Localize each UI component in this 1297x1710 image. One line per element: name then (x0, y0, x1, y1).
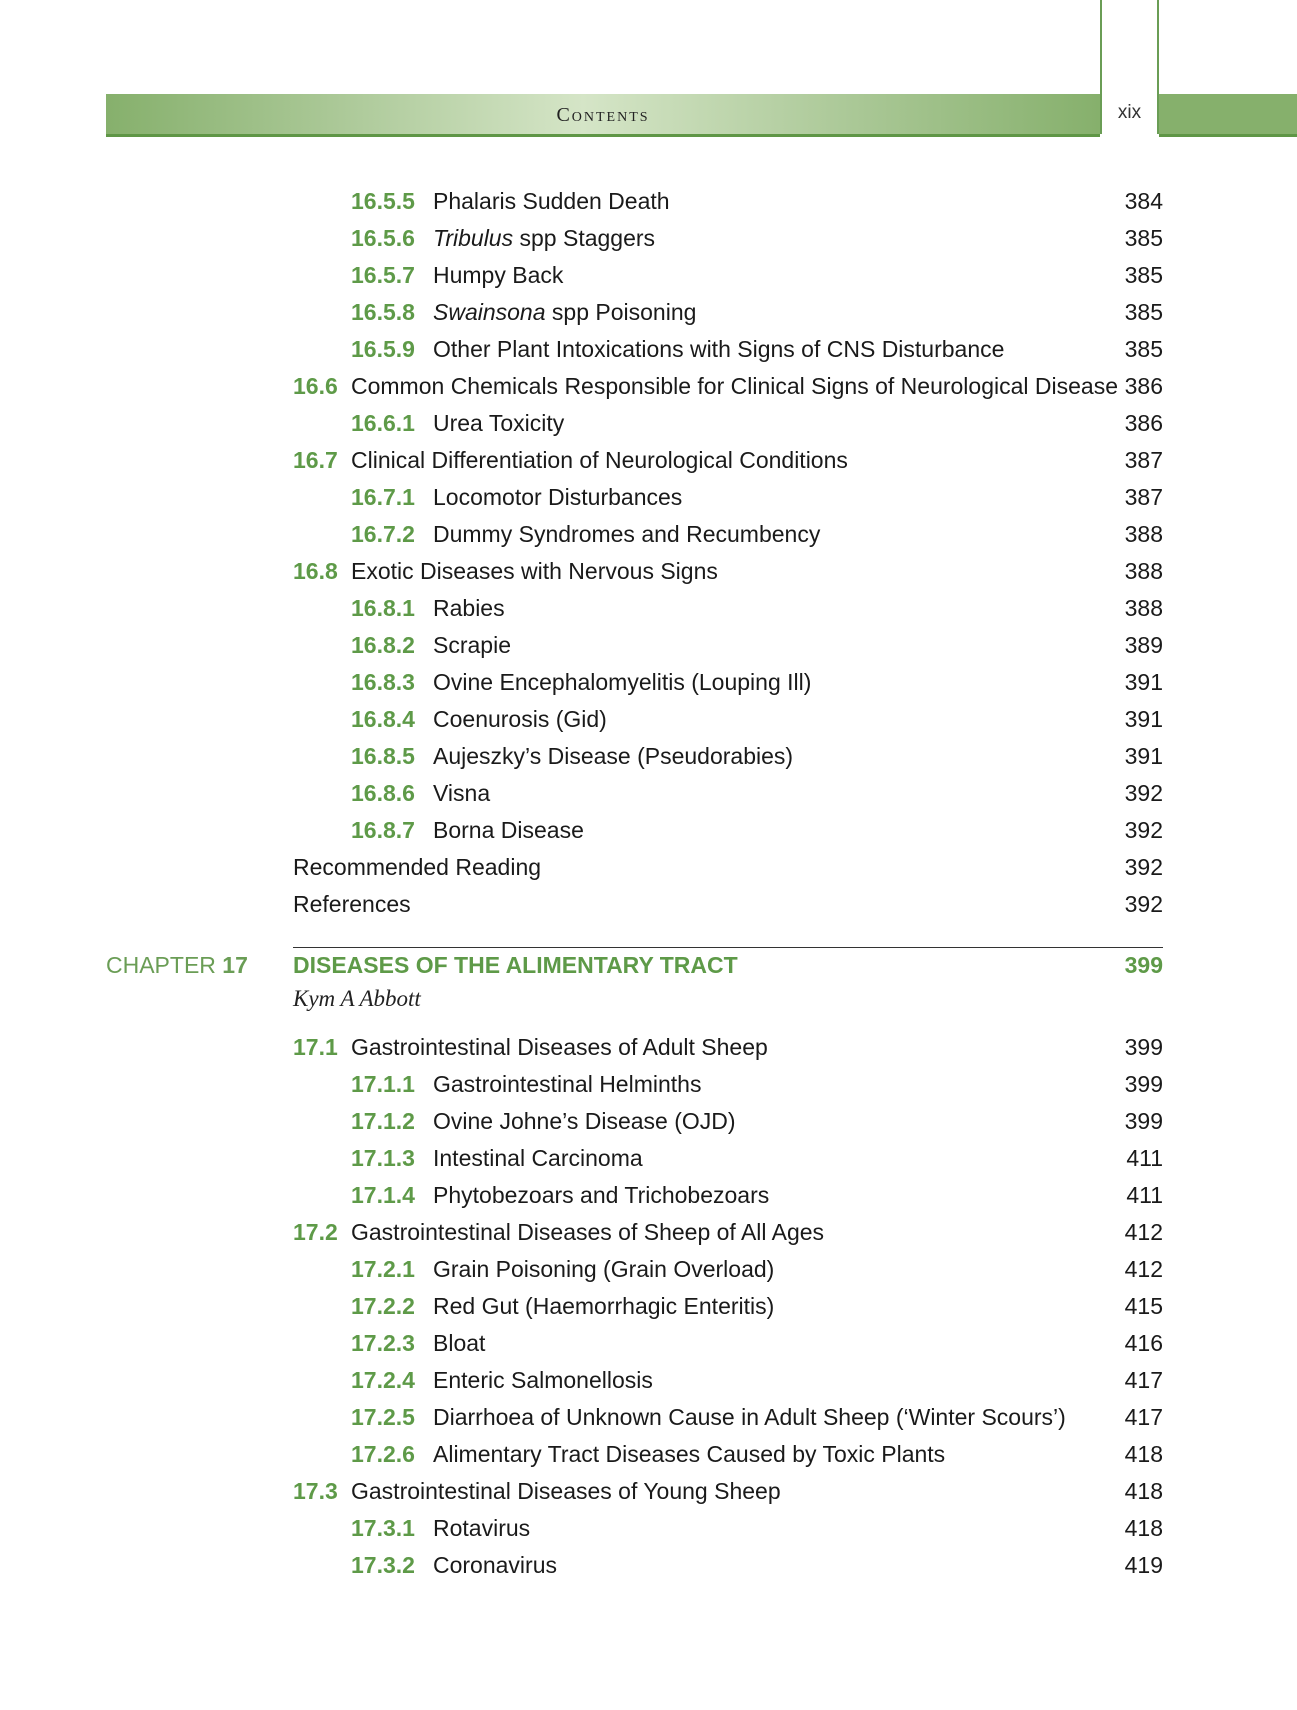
entry-title: Gastrointestinal Diseases of Young Sheep (351, 1478, 781, 1504)
entry-title-italic: Tribulus (433, 225, 514, 251)
entry-number: 16.7.1 (351, 484, 415, 510)
entry-title: Clinical Differentiation of Neurological Conditions (351, 447, 848, 473)
entry-number: 17.2.6 (351, 1441, 415, 1467)
entry-title (433, 295, 696, 329)
entry-page-number: 389 (1124, 632, 1163, 658)
entry-title: Rabies (433, 595, 505, 621)
entry-title: Red Gut (Haemorrhagic Enteritis) (433, 1293, 775, 1319)
entry-title: Other Plant Intoxications with Signs of CNS Disturbance (433, 336, 1005, 362)
entry-title: Dummy Syndromes and Recumbency (433, 521, 821, 547)
entry-page-number: 412 (1124, 1219, 1163, 1245)
entry-number: 16.5.9 (351, 336, 415, 362)
entry-number: 17.3 (293, 1478, 338, 1504)
entry-title: Enteric Salmonellosis (433, 1367, 653, 1393)
folio-box (1100, 0, 1159, 134)
entry-page-number: 419 (1124, 1552, 1163, 1578)
entry-page-number: 416 (1124, 1330, 1163, 1356)
entry-title: Bloat (433, 1330, 486, 1356)
entry-page-number: 386 (1124, 373, 1163, 399)
entry-title: Urea Toxicity (433, 410, 565, 436)
chapter-title[interactable]: DISEASES OF THE ALIMENTARY TRACT (293, 952, 738, 978)
entry-number: 17.2.5 (351, 1404, 415, 1430)
entry-title: Gastrointestinal Helminths (433, 1071, 702, 1097)
entry-title: Gastrointestinal Diseases of Adult Sheep (351, 1034, 768, 1060)
entry-page-number: 392 (1124, 817, 1163, 843)
entry-page-number: 415 (1124, 1293, 1163, 1319)
entry-page-number: 418 (1124, 1478, 1163, 1504)
entry-title: Phalaris Sudden Death (433, 188, 670, 214)
entry-number: 17.1.1 (351, 1071, 415, 1097)
header-edge-band (1159, 94, 1297, 137)
entry-title: References (293, 891, 411, 917)
entry-title: Ovine Johne’s Disease (OJD) (433, 1108, 736, 1134)
chapter-author: Kym A Abbott (293, 986, 421, 1011)
entry-title: Coenurosis (Gid) (433, 706, 607, 732)
entry-page-number: 388 (1124, 595, 1163, 621)
entry-page-number: 411 (1126, 1182, 1163, 1208)
entry-page-number: 391 (1124, 669, 1163, 695)
entry-number: 17.1.4 (351, 1182, 415, 1208)
entry-page-number: 388 (1124, 521, 1163, 547)
entry-page-number: 412 (1124, 1256, 1163, 1282)
entry-number: 16.8.6 (351, 780, 415, 806)
entry-number: 17.2 (293, 1219, 338, 1245)
entry-number: 17.2.4 (351, 1367, 415, 1393)
entry-page-number: 417 (1124, 1404, 1163, 1430)
running-header-title: Contents (556, 104, 650, 126)
entry-page-number: 386 (1124, 410, 1163, 436)
entry-number: 16.8.1 (351, 595, 415, 621)
entry-number: 16.6 (293, 373, 338, 399)
entry-number: 16.5.5 (351, 188, 415, 214)
entry-number: 17.2.2 (351, 1293, 415, 1319)
entry-number: 16.7.2 (351, 521, 415, 547)
entry-page-number: 385 (1124, 336, 1163, 362)
entry-title: Common Chemicals Responsible for Clinical Signs of Neurological Disease (351, 373, 1118, 399)
entry-title-italic: Swainsona (433, 299, 546, 325)
running-header-band (106, 94, 1100, 137)
entry-number: 16.7 (293, 447, 338, 473)
entry-number: 16.8.7 (351, 817, 415, 843)
entry-title: Locomotor Disturbances (433, 484, 683, 510)
entry-page-number: 391 (1124, 706, 1163, 732)
entry-number: 17.3.1 (351, 1515, 415, 1541)
entry-page-number: 392 (1124, 854, 1163, 880)
entry-title: Borna Disease (433, 817, 584, 843)
entry-title: Exotic Diseases with Nervous Signs (351, 558, 718, 584)
entry-page-number: 385 (1124, 299, 1163, 325)
entry-number: 16.8.5 (351, 743, 415, 769)
chapter-page-number: 399 (1124, 952, 1163, 978)
entry-title: Grain Poisoning (Grain Overload) (433, 1256, 775, 1282)
entry-title: Phytobezoars and Trichobezoars (433, 1182, 770, 1208)
entry-number: 17.3.2 (351, 1552, 415, 1578)
entry-title: Diarrhoea of Unknown Cause in Adult Sheep (‘Winter Scours’) (433, 1404, 1066, 1430)
entry-page-number: 417 (1124, 1367, 1163, 1393)
entry-title: Aujeszky’s Disease (Pseudorabies) (433, 743, 794, 769)
entry-title: Ovine Encephalomyelitis (Louping Ill) (433, 669, 812, 695)
entry-page-number: 388 (1124, 558, 1163, 584)
entry-page-number: 418 (1124, 1441, 1163, 1467)
entry-number: 16.8.4 (351, 706, 415, 732)
entry-page-number: 399 (1124, 1108, 1163, 1134)
entry-title: Rotavirus (433, 1515, 531, 1541)
entry-title: Recommended Reading (293, 854, 542, 880)
entry-number: 16.8 (293, 558, 338, 584)
page-folio: xix (1117, 102, 1142, 123)
entry-number: 17.2.3 (351, 1330, 415, 1356)
entry-page-number: 384 (1124, 188, 1163, 214)
entry-title: Scrapie (433, 632, 511, 658)
entry-title: Visna (433, 780, 491, 806)
entry-page-number: 385 (1124, 262, 1163, 288)
entry-number: 17.1.3 (351, 1145, 415, 1171)
entry-page-number: 391 (1124, 743, 1163, 769)
entry-number: 16.6.1 (351, 410, 415, 436)
entry-title: Humpy Back (433, 262, 564, 288)
entry-page-number: 392 (1124, 780, 1163, 806)
entry-number: 16.5.6 (351, 225, 415, 251)
entry-page-number: 399 (1124, 1071, 1163, 1097)
entry-number: 16.5.8 (351, 299, 415, 325)
entry-number: 16.8.3 (351, 669, 415, 695)
entry-number: 17.2.1 (351, 1256, 415, 1282)
entry-title (433, 221, 655, 255)
entry-page-number: 392 (1124, 891, 1163, 917)
chapter-label-word: CHAPTER (106, 952, 216, 978)
entry-page-number: 418 (1124, 1515, 1163, 1541)
entry-page-number: 399 (1124, 1034, 1163, 1060)
entry-number: 16.8.2 (351, 632, 415, 658)
entry-title-rest: spp Staggers (513, 225, 656, 251)
chapter-label (106, 948, 248, 982)
entry-title: Alimentary Tract Diseases Caused by Toxic Plants (433, 1441, 946, 1467)
entry-page-number: 387 (1124, 447, 1163, 473)
entry-number: 17.1.2 (351, 1108, 415, 1134)
entry-title: Intestinal Carcinoma (433, 1145, 643, 1171)
entry-title-rest: spp Poisoning (545, 299, 697, 325)
entry-number: 17.1 (293, 1034, 338, 1060)
chapter-number: 17 (222, 952, 248, 978)
entry-page-number: 385 (1124, 225, 1163, 251)
entry-title: Coronavirus (433, 1552, 557, 1578)
entry-page-number: 411 (1126, 1145, 1163, 1171)
entry-title: Gastrointestinal Diseases of Sheep of All Ages (351, 1219, 825, 1245)
entry-number: 16.5.7 (351, 262, 415, 288)
entry-page-number: 387 (1124, 484, 1163, 510)
